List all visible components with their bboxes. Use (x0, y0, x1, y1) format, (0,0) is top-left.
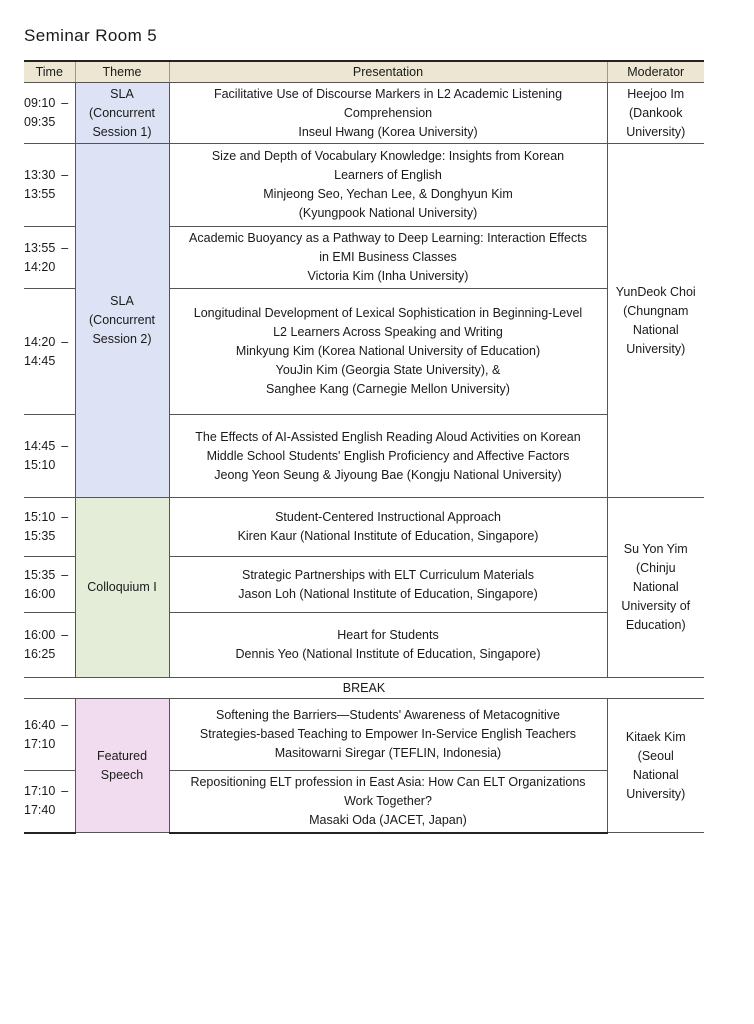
table-row (24, 144, 704, 227)
time-cell: 14:20 – 14:45 (24, 289, 75, 415)
time-cell: 16:00 – 16:25 (24, 613, 75, 678)
presentation-cell: Longitudinal Development of Lexical Sophistication in Beginning-Level L2 Learners Across Speaking and Writing Minkyung Kim (Korea National University of Education) YouJin Kim (Georgia State University), & Sanghee Kang (Carnegie Mellon University) (169, 289, 607, 415)
time-cell: 16:40 – 17:10 (24, 699, 75, 771)
theme-sla-session-2: SLA (Concurrent Session 2) (75, 144, 169, 498)
moderator-cell: Heejoo Im (Dankook University) (607, 83, 704, 144)
moderator-cell: Su Yon Yim (Chinju National University of Education) (607, 498, 704, 678)
header-theme: Theme (75, 61, 169, 83)
moderator-cell: Kitaek Kim (Seoul National University) (607, 699, 704, 833)
time-cell: 14:45 – 15:10 (24, 415, 75, 498)
theme-colloquium: Colloquium I (75, 498, 169, 678)
table-row (24, 699, 704, 771)
time-cell: 13:55 – 14:20 (24, 227, 75, 289)
break-row (24, 678, 704, 699)
moderator-cell: YunDeok Choi (Chungnam National University) (607, 144, 704, 498)
header-presentation: Presentation (169, 61, 607, 83)
presentation-cell: Softening the Barriers—Students' Awareness of Metacognitive Strategies-based Teaching to Empower In-Service English Teachers Masitowarni Siregar (TEFLIN, Indonesia) (169, 699, 607, 771)
time-cell: 15:10 – 15:35 (24, 498, 75, 557)
presentation-cell: Size and Depth of Vocabulary Knowledge: Insights from Korean Learners of English Minjeong Seo, Yechan Lee, & Donghyun Kim (Kyungpook National University) (169, 144, 607, 227)
time-cell: 15:35 – 16:00 (24, 557, 75, 613)
time-cell: 13:30 – 13:55 (24, 144, 75, 227)
theme-featured-speech: Featured Speech (75, 699, 169, 833)
presentation-cell: Student-Centered Instructional Approach Kiren Kaur (National Institute of Education, Singapore) (169, 498, 607, 557)
presentation-cell: Repositioning ELT profession in East Asia: How Can ELT Organizations Work Together? Masaki Oda (JACET, Japan) (169, 771, 607, 833)
header-moderator: Moderator (607, 61, 704, 83)
table-row (24, 83, 704, 144)
header-row (24, 61, 704, 83)
theme-sla-session-1: SLA (Concurrent Session 1) (75, 83, 169, 144)
time-cell: 09:10 – 09:35 (24, 83, 75, 144)
table-row (24, 498, 704, 557)
presentation-cell: Facilitative Use of Discourse Markers in L2 Academic Listening Comprehension Inseul Hwang (Korea University) (169, 83, 607, 144)
presentation-cell: Academic Buoyancy as a Pathway to Deep Learning: Interaction Effects in EMI Business Classes Victoria Kim (Inha University) (169, 227, 607, 289)
presentation-cell: Strategic Partnerships with ELT Curriculum Materials Jason Loh (National Institute of Education, Singapore) (169, 557, 607, 613)
header-time: Time (24, 61, 75, 83)
time-cell: 17:10 – 17:40 (24, 771, 75, 833)
break-label: BREAK (24, 678, 704, 699)
schedule-table (24, 60, 704, 834)
page-title: Seminar Room 5 (24, 26, 158, 45)
presentation-cell: The Effects of AI-Assisted English Reading Aloud Activities on Korean Middle School Students' English Proficiency and Affective Factors Jeong Yeon Seung & Jiyoung Bae (Kongju National University) (169, 415, 607, 498)
presentation-cell: Heart for Students Dennis Yeo (National Institute of Education, Singapore) (169, 613, 607, 678)
